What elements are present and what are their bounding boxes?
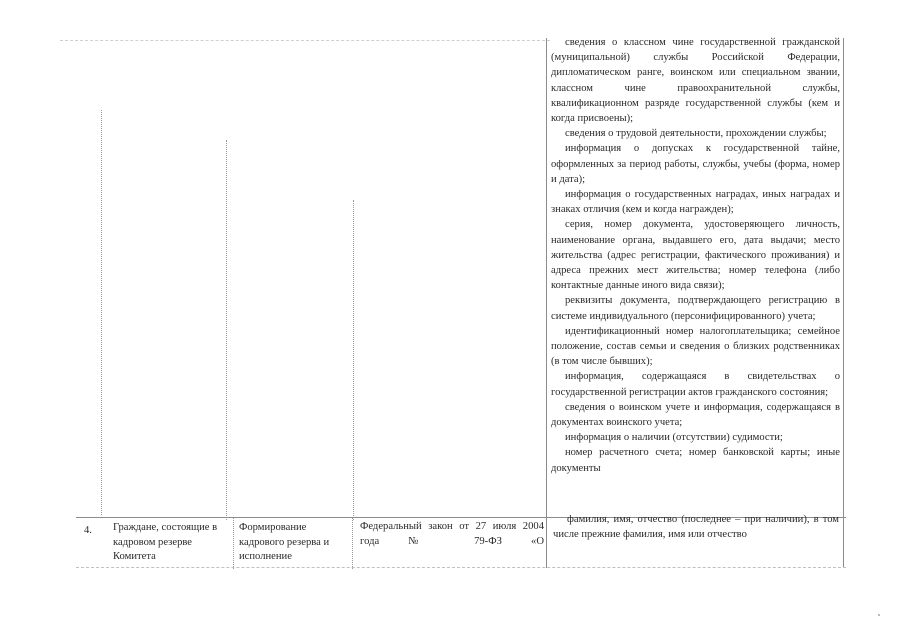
- list-item: серия, номер документа, удостоверяющего личность, наименование органа, выдавшего его, дата выдачи; место жительства (адрес регистрации, фактического проживания) и адреса прежних мест жительства; номер телефона (либо контактные данные иного вида связи);: [551, 219, 840, 292]
- column-separator: [843, 38, 844, 568]
- column-separator: [101, 110, 102, 515]
- list-item: реквизиты документа, подтверждающего регистрацию в системе индивидуального (персонифицированного) учета;: [551, 295, 840, 322]
- scan-artifact: [878, 614, 880, 616]
- column-separator: [233, 517, 234, 569]
- processing-purpose-cell: Формирование кадрового резерва и исполнение: [239, 522, 330, 562]
- list-item: информация о допусках к государственной тайне, оформленных за период работы, службы, учебы (форма, номер и дата);: [551, 143, 840, 185]
- column-separator: [352, 517, 353, 569]
- row-separator: [76, 567, 846, 568]
- list-item: информация о наличии (отсутствии) судимости;: [565, 432, 783, 444]
- list-item: номер расчетного счета; номер банковской карты; иные документы: [551, 447, 840, 474]
- column-separator: [353, 200, 354, 520]
- top-rule: [60, 40, 550, 41]
- data-categories-cell: фамилия, имя, отчество (последнее – при наличии), в том числе прежние фамилия, имя или отчество: [553, 514, 839, 540]
- list-item: сведения о воинском учете и информация, содержащаяся в документах воинского учета;: [551, 401, 840, 429]
- list-item: сведения о трудовой деятельности, прохождении службы;: [565, 128, 827, 140]
- list-item: информация, содержащаяся в свидетельствах о государственной регистрации актов гражданского состояния;: [551, 371, 840, 398]
- column-separator: [546, 38, 547, 568]
- legal-basis-cell: Федеральный закон от 27 июля 2004 года № 79-ФЗ «О: [360, 521, 544, 547]
- list-item: информация о государственных наградах, иных наградах и знаках отличия (кем и когда награжден);: [551, 189, 840, 216]
- list-item: сведения о классном чине государственной гражданской (муниципальной) службы Российской Федерации, дипломатическом ранге, воинском или специальном звании, классном чине правоохранительной службы, квалификационном разряде государственной службы (кем и когда присвоены);: [551, 37, 840, 125]
- personal-data-list: [551, 35, 840, 476]
- row-number: 4.: [84, 525, 92, 536]
- list-item: идентификационный номер налогоплательщика; семейное положение, состав семьи и сведения о близких родственниках (в том числе бывших);: [551, 325, 840, 368]
- data-subjects-cell: Граждане, состоящие в кадровом резерве Комитета: [113, 522, 218, 562]
- column-separator: [226, 140, 227, 520]
